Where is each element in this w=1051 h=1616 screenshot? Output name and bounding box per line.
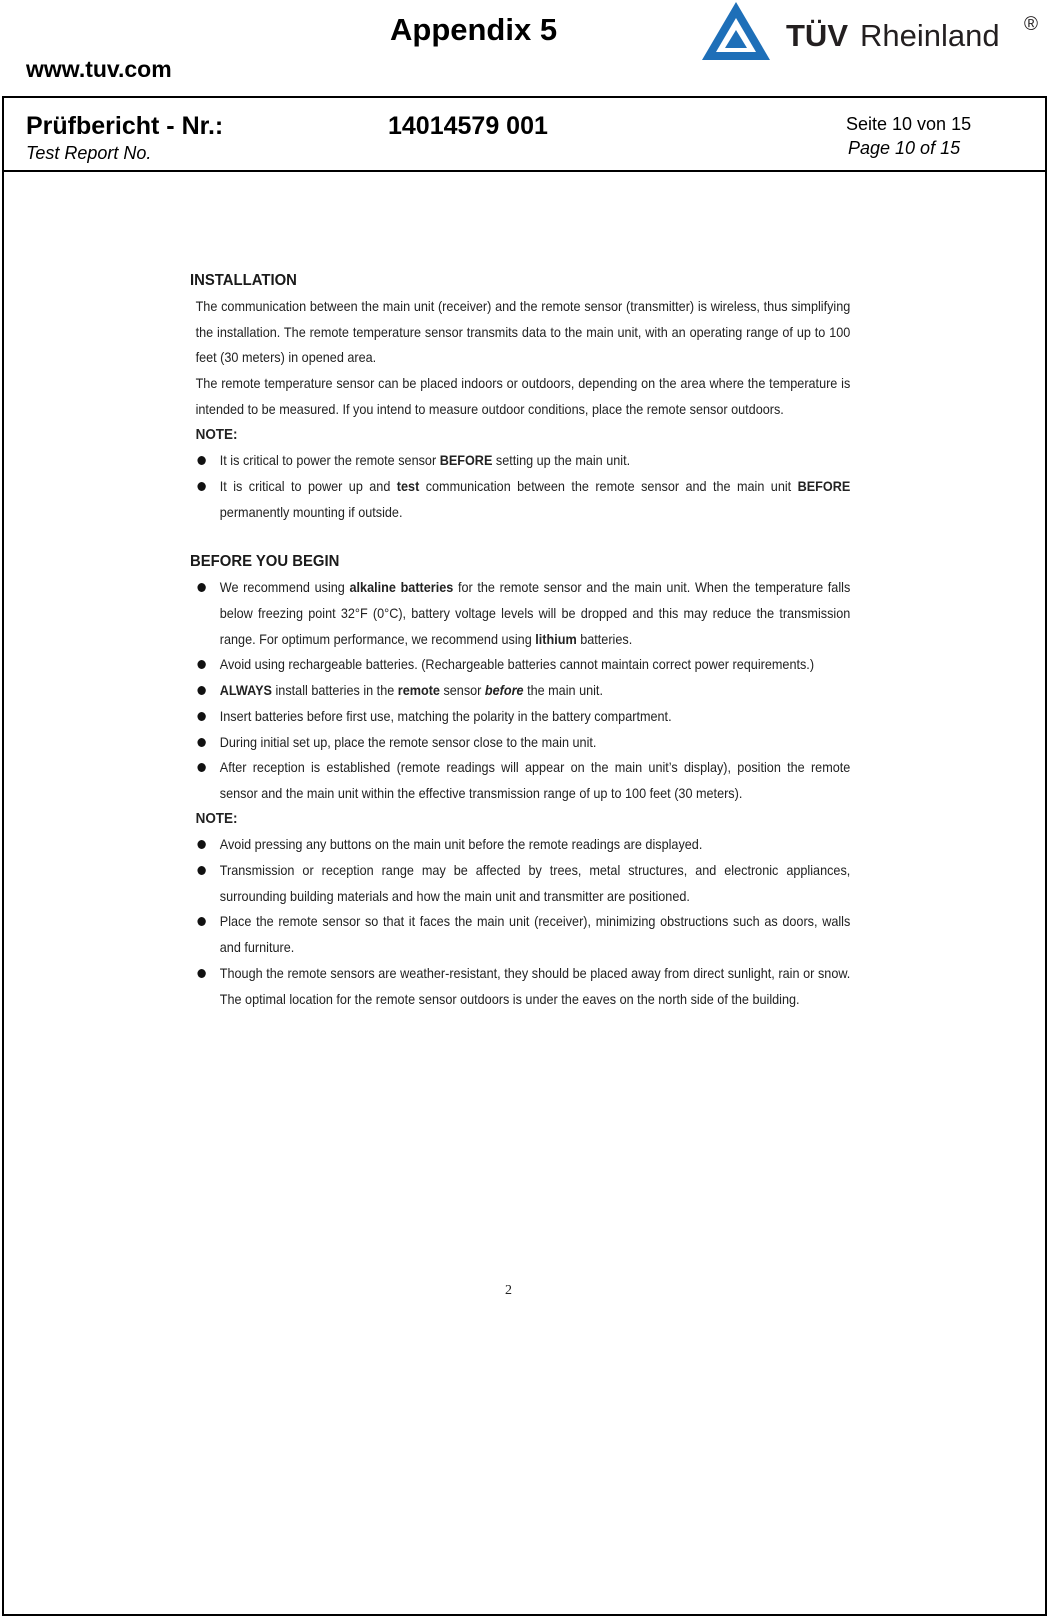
list-item: After reception is established (remote readings will appear on the main unit’s display), position the remote sensor and the main unit within the effective transmission range of up to 100 feet (30 meters).: [196, 755, 851, 806]
list-item: Place the remote sensor so that it faces the main unit (receiver), minimizing obstructions such as doors, walls and furniture.: [196, 909, 851, 960]
registered-mark: ®: [1024, 14, 1038, 35]
report-number-label-en: Test Report No.: [26, 143, 152, 163]
list-item: Though the remote sensors are weather-resistant, they should be placed away from direct sunlight, rain or snow. The optimal location for the remote sensor outdoors is under the eaves on the north side of the building.: [196, 961, 851, 1012]
appendix-title: Appendix 5: [390, 12, 558, 47]
header-divider: [2, 170, 1047, 172]
list-item: It is critical to power up and test communication between the remote sensor and the main unit BEFORE permanently mounting if outside.: [196, 474, 851, 525]
note-list-2: [190, 832, 850, 1012]
list-item: We recommend using alkaline batteries for the remote sensor and the main unit. When the temperature falls below freezing point 32°F (0°C), battery voltage levels will be dropped and this may reduce the transmission range. For optimum performance, we recommend using lithium batteries.: [196, 575, 851, 652]
manual-page-number: 2: [505, 1283, 512, 1298]
before-you-begin-heading: BEFORE YOU BEGIN: [190, 553, 340, 571]
list-item: Avoid using rechargeable batteries. (Rechargeable batteries cannot maintain correct power requirements.): [196, 652, 851, 678]
note-title: NOTE:: [195, 426, 238, 443]
logo-rheinland-text: Rheinland: [860, 18, 1000, 53]
list-item: Insert batteries before first use, matching the polarity in the battery compartment.: [196, 704, 851, 730]
note-title: NOTE:: [195, 810, 238, 827]
logo-tuv-text: TÜV: [786, 18, 848, 53]
website-link[interactable]: www.tuv.com: [26, 56, 172, 82]
manual-page-content: [190, 268, 850, 1012]
list-item: During initial set up, place the remote sensor close to the main unit.: [196, 730, 851, 756]
note-list: [190, 448, 850, 525]
page-indicator-de: Seite 10 von 15: [846, 114, 972, 134]
report-number-label: Prüfbericht - Nr.:: [26, 112, 224, 140]
installation-paragraph-2: The remote temperature sensor can be placed indoors or outdoors, depending on the area where the temperature is intended to be measured. If you intend to measure outdoor conditions, place the remote sensor outdoors.: [195, 376, 851, 417]
tuv-rheinland-logo: [700, 0, 1040, 64]
list-item: Transmission or reception range may be affected by trees, metal structures, and electronic appliances, surrounding building materials and how the main unit and transmitter are positioned.: [196, 858, 851, 909]
report-number: 14014579 001: [388, 112, 548, 140]
installation-heading: INSTALLATION: [190, 272, 297, 289]
triangle-logo-icon: [700, 0, 772, 64]
before-list: [190, 575, 850, 806]
list-item: Avoid pressing any buttons on the main unit before the remote readings are displayed.: [196, 832, 851, 858]
page-indicator-en: Page 10 of 15: [848, 138, 961, 158]
installation-paragraph-1: The communication between the main unit (receiver) and the remote sensor (transmitter) is wireless, thus simplifying the installation. The remote temperature sensor transmits data to the main unit, with an operating range of up to 100 feet (30 meters) in opened area.: [195, 299, 851, 366]
list-item: ALWAYS install batteries in the remote sensor before the main unit.: [196, 678, 851, 704]
list-item: It is critical to power the remote sensor BEFORE setting up the main unit.: [196, 448, 851, 474]
